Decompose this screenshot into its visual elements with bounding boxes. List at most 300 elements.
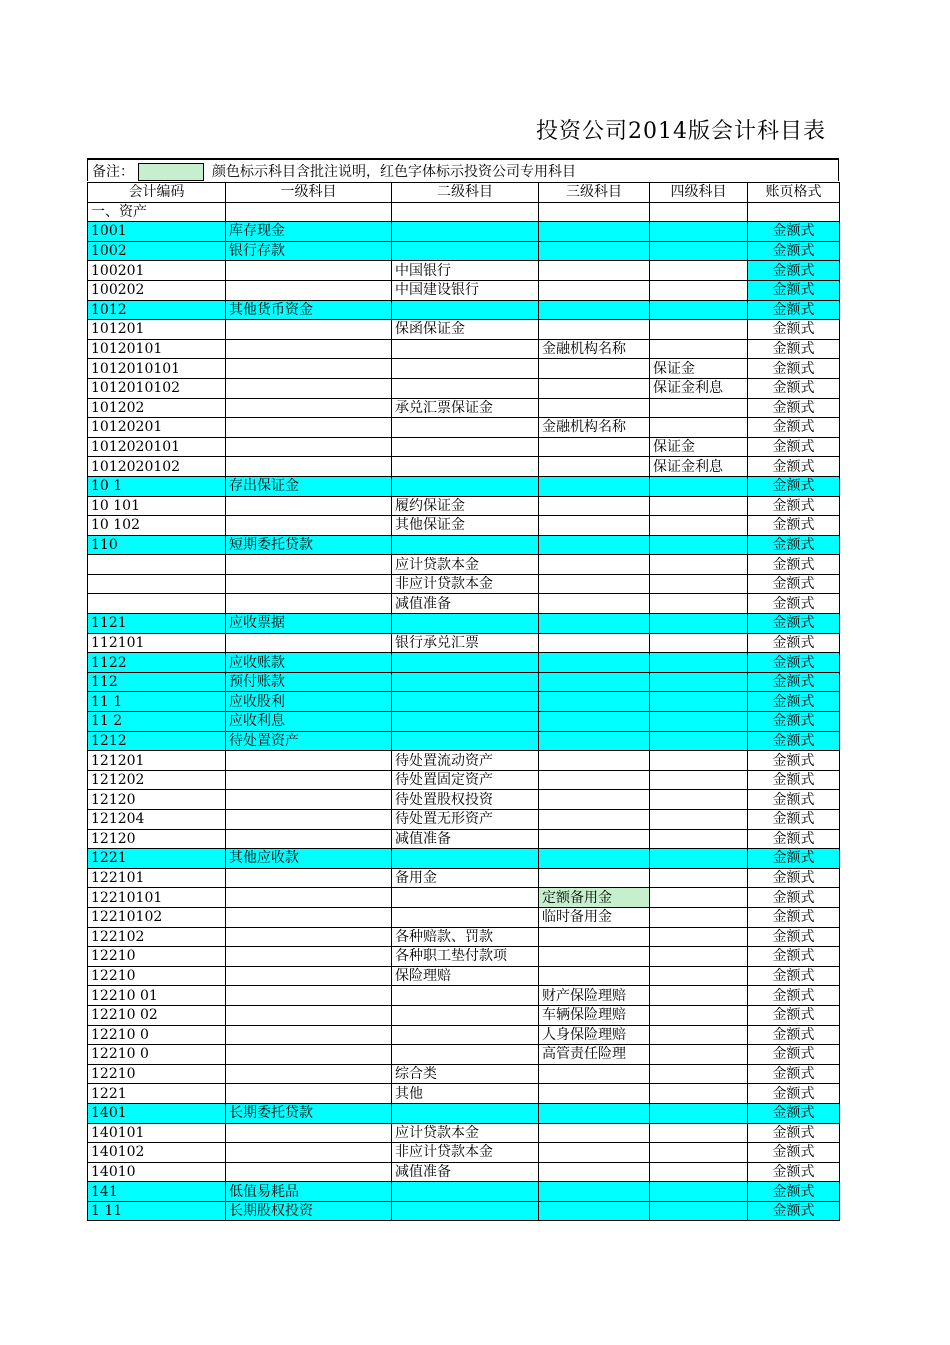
cell-level4 <box>650 1025 748 1045</box>
cell-level2 <box>392 1103 539 1123</box>
cell-level3 <box>539 574 650 594</box>
cell-level3 <box>539 280 650 300</box>
table-row <box>88 1162 840 1182</box>
cell-level3: 高管责任险理 <box>539 1045 650 1065</box>
header-code: 会计编码 <box>88 183 226 203</box>
table-row <box>88 594 840 614</box>
table-row <box>88 712 840 732</box>
cell-code: 112101 <box>88 633 226 653</box>
table-row <box>88 751 840 771</box>
cell-level2 <box>392 222 539 242</box>
cell-level3 <box>539 672 650 692</box>
cell-level1 <box>226 320 392 340</box>
cell-code: 11 1 <box>88 692 226 712</box>
cell-level3 <box>539 927 650 947</box>
cell-level2 <box>392 359 539 379</box>
cell-level4 <box>650 339 748 359</box>
header-format: 账页格式 <box>748 183 840 203</box>
cell-level1 <box>226 790 392 810</box>
cell-level2: 其他 <box>392 1084 539 1104</box>
cell-level3 <box>539 966 650 986</box>
cell-level1 <box>226 359 392 379</box>
section-label: 一、资产 <box>88 202 226 222</box>
cell-format: 金额式 <box>748 555 840 575</box>
table-row <box>88 1005 840 1025</box>
cell-level1 <box>226 1084 392 1104</box>
cell-format: 金额式 <box>748 633 840 653</box>
table-row <box>88 1025 840 1045</box>
cell-level3 <box>539 1084 650 1104</box>
cell-code: 10 101 <box>88 496 226 516</box>
table-row <box>88 1045 840 1065</box>
cell-level2: 待处置固定资产 <box>392 770 539 790</box>
cell-level2 <box>392 1005 539 1025</box>
cell-level2 <box>392 888 539 908</box>
cell-level2: 各种职工垫付款项 <box>392 947 539 967</box>
table-row <box>88 633 840 653</box>
cell-code: 1001 <box>88 222 226 242</box>
cell-level3: 人身保险理赔 <box>539 1025 650 1045</box>
table-row <box>88 1201 840 1221</box>
cell-format: 金额式 <box>748 888 840 908</box>
cell-level2: 减值准备 <box>392 829 539 849</box>
cell-code: 140102 <box>88 1143 226 1163</box>
cell-level2 <box>392 712 539 732</box>
cell-code: 11 2 <box>88 712 226 732</box>
cell-code: 100202 <box>88 280 226 300</box>
cell-code: 141 <box>88 1182 226 1202</box>
cell-code: 1012 <box>88 300 226 320</box>
cell-level1: 长期股权投资 <box>226 1201 392 1221</box>
cell-level3 <box>539 555 650 575</box>
cell-level2: 待处置无形资产 <box>392 810 539 830</box>
cell-code: 12210 <box>88 1064 226 1084</box>
cell-format: 金额式 <box>748 790 840 810</box>
cell-format: 金额式 <box>748 1025 840 1045</box>
cell-code: 10 102 <box>88 516 226 536</box>
cell-format: 金额式 <box>748 476 840 496</box>
cell-code <box>88 555 226 575</box>
cell-level3: 财产保险理赔 <box>539 986 650 1006</box>
cell-level4 <box>650 810 748 830</box>
cell-level4 <box>650 418 748 438</box>
cell-level4 <box>650 1103 748 1123</box>
cell-level2 <box>392 418 539 438</box>
cell-level2 <box>392 653 539 673</box>
cell-level2 <box>392 1182 539 1202</box>
cell-level3 <box>539 790 650 810</box>
table-row <box>88 614 840 634</box>
cell-level4 <box>650 868 748 888</box>
table-row <box>88 378 840 398</box>
cell-level2: 中国银行 <box>392 261 539 281</box>
cell-level2: 保函保证金 <box>392 320 539 340</box>
table-row <box>88 261 840 281</box>
cell-level3 <box>539 1182 650 1202</box>
cell-format: 金额式 <box>748 300 840 320</box>
cell-level1 <box>226 1162 392 1182</box>
cell-level4 <box>650 496 748 516</box>
cell-level2 <box>392 1201 539 1221</box>
cell-format: 金额式 <box>748 810 840 830</box>
cell-level2 <box>392 300 539 320</box>
cell-format: 金额式 <box>748 927 840 947</box>
cell-level2: 减值准备 <box>392 1162 539 1182</box>
header-level3: 三级科目 <box>539 183 650 203</box>
cell-level3 <box>539 692 650 712</box>
cell-code <box>88 574 226 594</box>
cell-level4 <box>650 653 748 673</box>
cell-level1 <box>226 1025 392 1045</box>
cell-code: 1002 <box>88 241 226 261</box>
table-row <box>88 339 840 359</box>
cell-format: 金额式 <box>748 320 840 340</box>
table-row <box>88 790 840 810</box>
cell-level1: 其他货币资金 <box>226 300 392 320</box>
note-text: 颜色标示科目含批注说明，红色字体标示投资公司专用科目 <box>212 164 576 180</box>
cell-level4 <box>650 790 748 810</box>
cell-code: 12210 <box>88 966 226 986</box>
cell-format: 金额式 <box>748 770 840 790</box>
table-row <box>88 849 840 869</box>
cell-level4 <box>650 594 748 614</box>
cell-level2: 待处置流动资产 <box>392 751 539 771</box>
table-row <box>88 241 840 261</box>
cell-level3 <box>539 849 650 869</box>
note-bar <box>87 158 839 181</box>
cell-level3 <box>539 1143 650 1163</box>
cell-level2 <box>392 986 539 1006</box>
cell-level4 <box>650 516 748 536</box>
cell-code: 1212 <box>88 731 226 751</box>
cell-code: 1401 <box>88 1103 226 1123</box>
cell-level4 <box>650 986 748 1006</box>
cell-level2 <box>392 535 539 555</box>
cell-format: 金额式 <box>748 751 840 771</box>
cell-level3 <box>539 1201 650 1221</box>
table-row <box>88 418 840 438</box>
cell-code: 101202 <box>88 398 226 418</box>
cell-level3 <box>539 457 650 477</box>
cell-format: 金额式 <box>748 986 840 1006</box>
cell-level1: 长期委托贷款 <box>226 1103 392 1123</box>
table-row <box>88 574 840 594</box>
cell-level3 <box>539 614 650 634</box>
cell-level1 <box>226 516 392 536</box>
cell-level3 <box>539 829 650 849</box>
cell-level4 <box>650 907 748 927</box>
cell-level4 <box>650 1162 748 1182</box>
cell-code: 121204 <box>88 810 226 830</box>
table-row <box>88 280 840 300</box>
cell-level1: 短期委托贷款 <box>226 535 392 555</box>
cell-level3 <box>539 594 650 614</box>
cell-level1 <box>226 986 392 1006</box>
cell-level1 <box>226 418 392 438</box>
cell-level1: 应收股利 <box>226 692 392 712</box>
cell-level1 <box>226 1045 392 1065</box>
cell-level1: 应收票据 <box>226 614 392 634</box>
cell-code: 121201 <box>88 751 226 771</box>
cell-format: 金额式 <box>748 1143 840 1163</box>
cell-level4 <box>650 770 748 790</box>
cell-code: 112 <box>88 672 226 692</box>
cell-level1 <box>226 378 392 398</box>
table-row <box>88 398 840 418</box>
table-row <box>88 770 840 790</box>
cell-format: 金额式 <box>748 418 840 438</box>
cell-level3: 金融机构名称 <box>539 339 650 359</box>
cell-code: 12120 <box>88 790 226 810</box>
cell-level3 <box>539 378 650 398</box>
cell-level2 <box>392 907 539 927</box>
cell-level3 <box>539 437 650 457</box>
table-row <box>88 516 840 536</box>
table-row <box>88 966 840 986</box>
page-title: 投资公司2014版会计科目表 <box>536 119 826 144</box>
cell-level3 <box>539 653 650 673</box>
cell-level4 <box>650 1182 748 1202</box>
cell-level4 <box>650 280 748 300</box>
cell-code: 12210 02 <box>88 1005 226 1025</box>
cell-code: 10120201 <box>88 418 226 438</box>
cell-level3 <box>539 241 650 261</box>
cell-code: 12210 0 <box>88 1045 226 1065</box>
cell-level1 <box>226 280 392 300</box>
cell-code: 12210 01 <box>88 986 226 1006</box>
cell-level4 <box>650 476 748 496</box>
cell-level1 <box>226 398 392 418</box>
cell-format: 金额式 <box>748 1084 840 1104</box>
cell-level2 <box>392 241 539 261</box>
cell-level1 <box>226 1064 392 1084</box>
table-row <box>88 829 840 849</box>
cell-level4 <box>650 398 748 418</box>
cell-level2: 中国建设银行 <box>392 280 539 300</box>
table-row <box>88 300 840 320</box>
table-row <box>88 907 840 927</box>
cell-level2: 待处置股权投资 <box>392 790 539 810</box>
cell-level4: 保证金 <box>650 359 748 379</box>
cell-format: 金额式 <box>748 398 840 418</box>
cell-level1 <box>226 496 392 516</box>
cell-format: 金额式 <box>748 849 840 869</box>
cell-level2 <box>392 692 539 712</box>
cell-code: 122102 <box>88 927 226 947</box>
cell-level2: 备用金 <box>392 868 539 888</box>
cell-level1 <box>226 888 392 908</box>
table-row <box>88 222 840 242</box>
cell-level1 <box>226 457 392 477</box>
header-level1: 一级科目 <box>226 183 392 203</box>
cell-format: 金额式 <box>748 1103 840 1123</box>
cell-level3 <box>539 731 650 751</box>
cell-level4 <box>650 574 748 594</box>
cell-level2: 其他保证金 <box>392 516 539 536</box>
cell-format: 金额式 <box>748 1201 840 1221</box>
color-legend-swatch <box>138 163 204 181</box>
table-row <box>88 810 840 830</box>
cell-level4 <box>650 320 748 340</box>
table-row <box>88 555 840 575</box>
cell-level2 <box>392 614 539 634</box>
cell-level1 <box>226 947 392 967</box>
cell-format: 金额式 <box>748 496 840 516</box>
table-row <box>88 476 840 496</box>
cell-level3: 金融机构名称 <box>539 418 650 438</box>
cell-code: 101201 <box>88 320 226 340</box>
cell-level1: 低值易耗品 <box>226 1182 392 1202</box>
cell-code: 1 11 <box>88 1201 226 1221</box>
table-row <box>88 731 840 751</box>
cell-level3 <box>539 398 650 418</box>
cell-code: 110 <box>88 535 226 555</box>
cell-format: 金额式 <box>748 359 840 379</box>
cell-level3 <box>539 1162 650 1182</box>
table-row <box>88 1064 840 1084</box>
cell-level3 <box>539 712 650 732</box>
cell-level3 <box>539 751 650 771</box>
cell-format: 金额式 <box>748 1005 840 1025</box>
cell-level4 <box>650 535 748 555</box>
cell-level2: 减值准备 <box>392 594 539 614</box>
table-row <box>88 1182 840 1202</box>
cell-level4 <box>650 241 748 261</box>
section-row <box>88 202 840 222</box>
cell-level2: 各种赔款、罚款 <box>392 927 539 947</box>
cell-level3 <box>539 320 650 340</box>
cell-level3 <box>539 222 650 242</box>
cell-format: 金额式 <box>748 261 840 281</box>
cell-level2 <box>392 1025 539 1045</box>
cell-code: 12210101 <box>88 888 226 908</box>
cell-format: 金额式 <box>748 241 840 261</box>
cell-code <box>88 594 226 614</box>
cell-level1: 其他应收款 <box>226 849 392 869</box>
cell-level1 <box>226 927 392 947</box>
cell-format: 金额式 <box>748 966 840 986</box>
cell-level1 <box>226 1143 392 1163</box>
cell-level2: 银行承兑汇票 <box>392 633 539 653</box>
table-row <box>88 653 840 673</box>
cell-level2: 应计贷款本金 <box>392 1123 539 1143</box>
cell-level1 <box>226 770 392 790</box>
cell-code: 1012020101 <box>88 437 226 457</box>
table-row <box>88 927 840 947</box>
cell-level2 <box>392 731 539 751</box>
cell-level2: 非应计贷款本金 <box>392 1143 539 1163</box>
cell-level4 <box>650 1084 748 1104</box>
cell-code: 1012010101 <box>88 359 226 379</box>
cell-code: 14010 <box>88 1162 226 1182</box>
cell-level3 <box>539 947 650 967</box>
cell-level4 <box>650 614 748 634</box>
note-label: 备注： <box>92 164 134 180</box>
cell-level4 <box>650 672 748 692</box>
cell-level3: 定额备用金 <box>539 888 650 908</box>
cell-level3 <box>539 633 650 653</box>
cell-code: 1122 <box>88 653 226 673</box>
cell-level3: 临时备用金 <box>539 907 650 927</box>
cell-level1: 预付账款 <box>226 672 392 692</box>
cell-level1 <box>226 810 392 830</box>
cell-level4 <box>650 1045 748 1065</box>
cell-code: 1012020102 <box>88 457 226 477</box>
cell-level4 <box>650 692 748 712</box>
cell-level4 <box>650 1064 748 1084</box>
cell-level2 <box>392 672 539 692</box>
cell-level1: 应收账款 <box>226 653 392 673</box>
cell-code: 122101 <box>88 868 226 888</box>
cell-level4 <box>650 731 748 751</box>
table-row <box>88 320 840 340</box>
cell-level4 <box>650 1123 748 1143</box>
cell-level2 <box>392 849 539 869</box>
cell-level3 <box>539 535 650 555</box>
cell-level1 <box>226 437 392 457</box>
cell-level2 <box>392 339 539 359</box>
cell-format: 金额式 <box>748 672 840 692</box>
header-level4: 四级科目 <box>650 183 748 203</box>
cell-level4: 保证金 <box>650 437 748 457</box>
table-row <box>88 437 840 457</box>
cell-level1 <box>226 1005 392 1025</box>
cell-format: 金额式 <box>748 535 840 555</box>
cell-code: 1012010102 <box>88 378 226 398</box>
cell-level1 <box>226 261 392 281</box>
cell-level1 <box>226 594 392 614</box>
cell-level2 <box>392 1045 539 1065</box>
cell-level3 <box>539 868 650 888</box>
table-row <box>88 457 840 477</box>
cell-format: 金额式 <box>748 280 840 300</box>
cell-level4 <box>650 633 748 653</box>
cell-level3 <box>539 359 650 379</box>
cell-level2 <box>392 378 539 398</box>
cell-format: 金额式 <box>748 339 840 359</box>
cell-level4 <box>650 1201 748 1221</box>
cell-format: 金额式 <box>748 947 840 967</box>
header-row <box>88 183 840 203</box>
cell-level3 <box>539 810 650 830</box>
cell-format: 金额式 <box>748 868 840 888</box>
cell-format: 金额式 <box>748 437 840 457</box>
table-row <box>88 1084 840 1104</box>
cell-code: 140101 <box>88 1123 226 1143</box>
cell-level3: 车辆保险理赔 <box>539 1005 650 1025</box>
cell-level3 <box>539 496 650 516</box>
cell-level1 <box>226 1123 392 1143</box>
cell-level1 <box>226 574 392 594</box>
cell-code: 121202 <box>88 770 226 790</box>
cell-level4 <box>650 751 748 771</box>
cell-format: 金额式 <box>748 1064 840 1084</box>
cell-level1 <box>226 633 392 653</box>
cell-level4 <box>650 222 748 242</box>
cell-level3 <box>539 300 650 320</box>
cell-level4 <box>650 712 748 732</box>
cell-format: 金额式 <box>748 457 840 477</box>
cell-level3 <box>539 1123 650 1143</box>
cell-code: 12120 <box>88 829 226 849</box>
cell-level1 <box>226 829 392 849</box>
cell-level2: 保险理赔 <box>392 966 539 986</box>
cell-format: 金额式 <box>748 378 840 398</box>
table-row <box>88 672 840 692</box>
cell-level4 <box>650 555 748 575</box>
cell-code: 12210102 <box>88 907 226 927</box>
cell-level2 <box>392 437 539 457</box>
